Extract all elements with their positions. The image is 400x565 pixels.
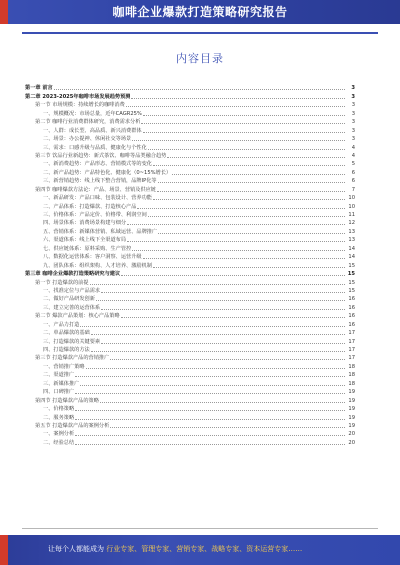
toc-entry-page: 16	[348, 313, 355, 320]
toc-entry-label: 一、人群：成长型、高品质、新兴消费群体	[43, 127, 142, 134]
toc-entry[interactable]	[25, 211, 355, 219]
toc-leader-dots	[127, 223, 345, 225]
toc-entry-page: 20	[348, 431, 355, 438]
toc-entry-label: 三、价格体系：产品定价、价格带、利润空间	[43, 212, 147, 218]
toc-entry-label: 三、需求：口感升级与品质、健康化与个性化	[43, 144, 147, 151]
toc-entry-page: 19	[348, 422, 355, 429]
toc-entry[interactable]	[25, 371, 355, 379]
toc-entry[interactable]	[25, 253, 355, 261]
toc-leader-dots	[100, 401, 345, 403]
toc-entry-label: 二、单品爆款的基础	[43, 330, 90, 337]
toc-entry-page: 19	[348, 414, 355, 421]
toc-entry[interactable]	[25, 118, 355, 126]
toc-entry[interactable]	[25, 126, 355, 134]
toc-entry[interactable]	[25, 143, 355, 151]
toc-entry-page: 18	[348, 372, 355, 379]
toc-entry[interactable]	[25, 236, 355, 244]
toc-entry[interactable]	[25, 312, 355, 320]
toc-entry-page: 6	[351, 169, 355, 176]
toc-entry[interactable]	[25, 396, 355, 404]
toc-entry-label: 第三节 打造爆款产品的营销推广	[35, 355, 110, 362]
toc-entry[interactable]	[25, 109, 355, 117]
toc-entry-label: 二、场景：办公提神、休闲社交等场景	[43, 136, 132, 143]
toc-entry[interactable]	[25, 287, 355, 295]
toc-entry[interactable]	[25, 160, 355, 168]
footer-slogan-prefix: 让每个人都能成为	[48, 545, 104, 553]
toc-entry-label: 二、经验总结	[43, 439, 75, 446]
toc-leader-dots	[91, 333, 345, 335]
toc-entry[interactable]	[25, 194, 355, 202]
toc-leader-dots	[86, 367, 345, 369]
toc-entry[interactable]	[25, 430, 355, 438]
toc-leader-dots	[148, 148, 345, 150]
toc-entry-label: 第二节 咖啡行业消费群体研究，消费需求分析	[35, 119, 141, 126]
footer-accent	[0, 535, 8, 565]
toc-entry-label: 四、场景体系：消费场景构建与细分	[43, 220, 127, 227]
toc-leader-dots	[90, 283, 345, 285]
toc-entry[interactable]	[25, 101, 355, 109]
toc-entry[interactable]	[25, 295, 355, 303]
toc-entry-label: 二、做好产品研发创新	[43, 296, 95, 303]
toc-entry-page: 14	[348, 245, 355, 252]
toc-leader-dots	[110, 426, 345, 428]
toc-entry-page: 19	[348, 406, 355, 413]
toc-entry-page: 3	[351, 110, 355, 117]
report-title: 咖啡企业爆款打造策略研究报告	[112, 5, 288, 19]
toc-entry[interactable]	[25, 135, 355, 143]
toc-title: 内容目录	[176, 52, 224, 65]
toc-entry[interactable]	[25, 337, 355, 345]
toc-leader-dots	[75, 392, 345, 394]
toc-entry-page: 15	[347, 271, 355, 278]
toc-leader-dots	[143, 114, 345, 116]
toc-leader-dots	[141, 122, 345, 124]
footer	[0, 535, 400, 565]
toc-entry-page: 14	[348, 254, 355, 261]
toc-entry-label: 二、新产品趋势：产品特色化、健康化（0~15%增长）	[43, 169, 172, 176]
toc-entry-label: 第四节 咖啡爆款方法论：产品、场景、营销及供应链	[35, 186, 156, 193]
toc-entry[interactable]	[25, 168, 355, 176]
toc-entry-label: 四、口碑推广	[43, 389, 75, 396]
footer-divider	[22, 528, 378, 529]
toc-entry-page: 19	[348, 397, 355, 404]
toc-leader-dots	[75, 434, 345, 436]
toc-leader-dots	[132, 139, 345, 141]
toc-leader-dots	[54, 88, 345, 90]
toc-leader-dots	[101, 342, 345, 344]
toc-entry[interactable]	[25, 362, 355, 370]
footer-slogan	[48, 543, 302, 555]
toc-entry-label: 六、渠道体系：线上线下全渠道布局	[43, 237, 127, 244]
toc-entry-label: 一、找准定位与产品需求	[43, 287, 101, 294]
toc-entry-label: 九、团队体系：组织架构、人才培养、激励机制	[43, 262, 152, 269]
toc-entry[interactable]	[25, 270, 355, 278]
toc-entry-page: 3	[351, 102, 355, 109]
toc-entry-page: 18	[348, 363, 355, 370]
toc-entry-label: 二、产品体系：打造爆款、打造核心产品	[43, 203, 137, 210]
toc-entry-page: 15	[348, 262, 355, 269]
toc-entry[interactable]	[25, 152, 355, 160]
toc-entry-page: 13	[348, 228, 355, 235]
toc-entry-label: 三、建立完善的运营体系	[43, 304, 101, 311]
toc-leader-dots	[137, 207, 345, 209]
toc-entry-label: 一、价格策略	[43, 406, 75, 413]
toc-entry[interactable]	[25, 177, 355, 185]
toc-leader-dots	[143, 257, 345, 259]
footer-slogan-highlight: 行业专家、管理专家、营销专家、战略专家、资本运营专家……	[106, 545, 303, 553]
toc-entry-page: 16	[348, 321, 355, 328]
toc-leader-dots	[110, 358, 345, 360]
toc-entry[interactable]	[25, 413, 355, 421]
toc-entry[interactable]	[25, 303, 355, 311]
toc-entry-page: 3	[351, 127, 355, 134]
toc-leader-dots	[131, 97, 345, 99]
toc-entry-page: 12	[348, 220, 355, 227]
toc-entry[interactable]	[25, 405, 355, 413]
toc-leader-dots	[80, 384, 345, 386]
toc-entry-page: 20	[348, 439, 355, 446]
toc-entry[interactable]	[25, 84, 355, 92]
toc-entry[interactable]	[25, 244, 355, 252]
toc-leader-dots	[121, 274, 345, 276]
toc-leader-dots	[158, 232, 345, 234]
toc-entry[interactable]	[25, 329, 355, 337]
toc-entry[interactable]	[25, 219, 355, 227]
toc-leader-dots	[153, 266, 345, 268]
toc-entry-page: 17	[348, 355, 355, 362]
toc-leader-dots	[121, 316, 345, 318]
toc-leader-dots	[75, 418, 345, 420]
toc-entry[interactable]	[25, 320, 355, 328]
toc-entry-label: 一、新消费趋势：产品形态、营销模式等的变化	[43, 161, 152, 168]
toc-entry-page: 4	[351, 144, 355, 151]
toc-entry[interactable]	[25, 227, 355, 235]
toc-entry-page: 19	[348, 389, 355, 396]
toc-entry-page: 10	[348, 195, 355, 202]
toc-entry-page: 15	[348, 287, 355, 294]
toc-entry-label: 二、服务策略	[43, 414, 75, 421]
table-of-contents	[25, 84, 355, 447]
toc-entry-page: 11	[348, 212, 355, 218]
toc-entry-page: 15	[348, 279, 355, 286]
toc-entry[interactable]	[25, 354, 355, 362]
toc-leader-dots	[101, 308, 345, 310]
toc-leader-dots	[158, 181, 345, 183]
toc-entry-page: 17	[348, 338, 355, 345]
toc-entry-label: 一、案例分析	[43, 431, 75, 438]
toc-entry-page: 10	[348, 203, 355, 210]
toc-entry[interactable]	[25, 261, 355, 269]
toc-entry-label: 五、营销体系：新媒体营销、私域运营、品牌推广	[43, 228, 158, 235]
toc-entry-label: 二、渠道推广	[43, 372, 75, 379]
toc-entry-label: 第三节 饮品行业新趋势：新式茶饮、咖啡等品类融合趋势	[35, 152, 167, 159]
toc-entry[interactable]	[25, 422, 355, 430]
toc-entry-page: 4	[351, 152, 355, 159]
toc-leader-dots	[132, 249, 345, 251]
toc-entry[interactable]	[25, 278, 355, 286]
toc-entry-label: 第一章 前言	[25, 85, 53, 92]
toc-entry[interactable]	[25, 346, 355, 354]
toc-entry-page: 7	[351, 186, 355, 193]
toc-entry-label: 八、数据化运营体系：客户洞察、运营升级	[43, 254, 142, 261]
toc-leader-dots	[75, 409, 345, 411]
toc-entry-label: 四、打造爆款的方法	[43, 347, 90, 353]
toc-entry-page: 16	[348, 304, 355, 311]
toc-leader-dots	[157, 190, 345, 192]
toc-entry-label: 三、新营销趋势：线上线下整合营销，品牌IP化等	[43, 178, 157, 185]
toc-entry-label: 三、打造爆款的关键要素	[43, 338, 101, 345]
toc-entry[interactable]	[25, 438, 355, 446]
toc-leader-dots	[172, 173, 345, 175]
toc-entry[interactable]	[25, 185, 355, 193]
toc-leader-dots	[148, 215, 345, 217]
toc-entry-page: 6	[351, 178, 355, 185]
toc-entry-label: 三、新媒体推广	[43, 380, 80, 387]
toc-entry-page: 3	[351, 136, 355, 143]
toc-entry-page: 3	[351, 93, 355, 100]
toc-entry-label: 第一节 打造爆款的前提	[35, 279, 89, 286]
toc-entry-label: 第二节 爆款产品策划：核心产品策略	[35, 313, 120, 320]
toc-entry-page: 13	[348, 237, 355, 244]
toc-leader-dots	[153, 198, 345, 200]
toc-leader-dots	[143, 131, 345, 133]
toc-leader-dots	[75, 443, 345, 445]
toc-entry-page: 16	[348, 296, 355, 303]
toc-entry-label: 第一节 市场规模：持续增长的咖啡消费	[35, 102, 125, 109]
toc-entry-page: 5	[351, 161, 355, 168]
toc-leader-dots	[80, 325, 345, 327]
toc-leader-dots	[167, 156, 345, 158]
toc-entry[interactable]	[25, 92, 355, 100]
toc-entry[interactable]	[25, 388, 355, 396]
toc-leader-dots	[101, 291, 345, 293]
toc-entry-label: 第四节 打造爆款产品的策略	[35, 397, 99, 404]
toc-leader-dots	[126, 105, 345, 107]
toc-entry-label: 七、供应链体系：原料采购、生产管控	[43, 245, 132, 252]
toc-entry-label: 一、营销推广策略	[43, 363, 85, 370]
toc-leader-dots	[75, 375, 345, 377]
toc-entry-label: 第三章 咖啡企业爆款打造策略研究与建议	[25, 271, 121, 278]
toc-entry-page: 3	[351, 119, 355, 126]
toc-entry-label: 第二章 2023-2025年咖啡市场发展趋势预测	[25, 93, 131, 100]
toc-entry-page: 3	[351, 85, 355, 92]
header	[0, 0, 400, 38]
toc-leader-dots	[96, 299, 345, 301]
toc-entry-label: 一、规模概况：市场总量，近年CAGR25%	[43, 110, 142, 117]
toc-leader-dots	[153, 164, 345, 166]
toc-entry[interactable]	[25, 379, 355, 387]
toc-entry-label: 一、新品研发：产品口味、包装设计、营养功能	[43, 195, 152, 202]
toc-leader-dots	[91, 350, 345, 352]
toc-leader-dots	[127, 240, 345, 242]
toc-entry-page: 17	[348, 330, 355, 337]
header-divider	[22, 32, 378, 34]
toc-entry-label: 一、产品力打造	[43, 321, 80, 328]
toc-entry-label: 第五节 打造爆款产品的案例分析	[35, 422, 110, 429]
toc-entry-page: 18	[348, 380, 355, 387]
toc-entry[interactable]	[25, 202, 355, 210]
toc-entry-page: 17	[348, 347, 355, 353]
